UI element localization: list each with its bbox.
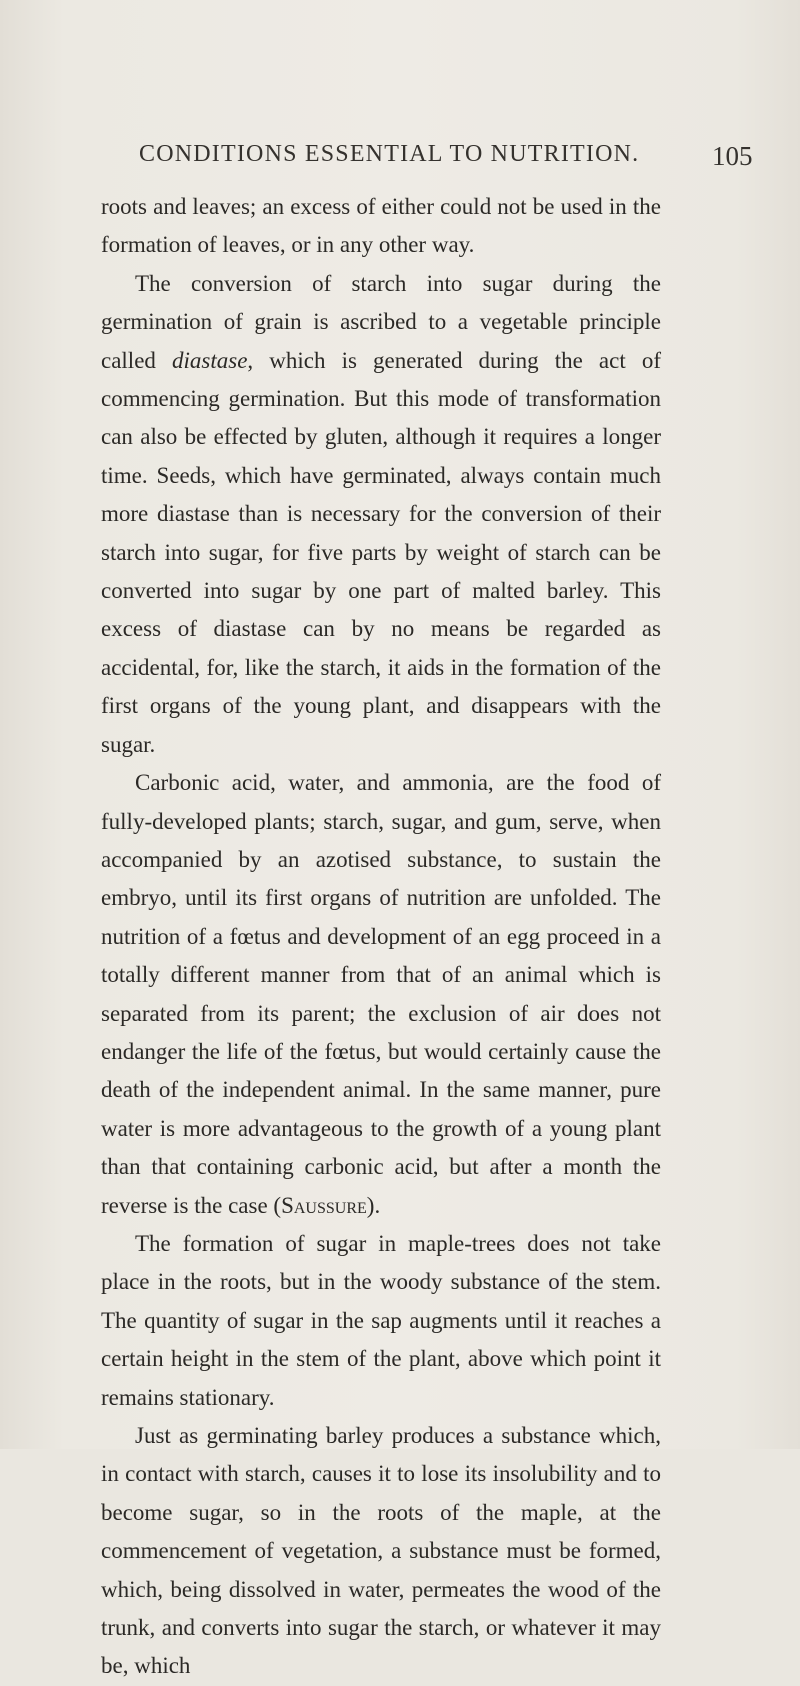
paragraph-1-text: roots and leaves; an excess of either could not be used in the formation of leaves, or in any other way. [101,194,661,258]
paragraph-4-text: The formation of sugar in maple-trees does not take place in the roots, but in the woody substance of the stem. The quantity of sugar in the sap augments until it reaches a certain height in the stem of the plant, above which point it remains stationary. [101,1230,661,1410]
paragraph-5-text: Just as germinating barley produces a substance which, in contact with starch, causes it to lose its insolubility and to become sugar, so in the roots of the maple, at the commencement of vegetation, a substance must be formed, which, being dissolved in water, permeates the wood of the trunk, and converts into sugar the starch, or whatever it may be, which [101,1423,661,1679]
paragraph-carbonic-acid [101,764,661,1225]
paragraph-2-text-before: The conversion of starch into sugar during the germination of grain is ascribed to a vegetable principle called [101,270,661,373]
term-diastase: diastase [172,347,248,373]
paragraph-3-text-after: ). [366,1192,381,1218]
citation-saussure: Saussure [281,1192,367,1218]
page-header [0,141,800,181]
paragraph-germinating-barley [101,1417,661,1686]
paragraph-2-text-after: , which is generated during the act of commencing germination. But this mode of transformation can also be effected by gluten, although it requires a longer time. Seeds, which have germinated, always contain much more diastase than is necessary for the conversion of their starch into sugar, for five parts by weight of starch can be converted into sugar by one part of malted barley. This excess of diastase can by no means be regarded as accidental, for, like the starch, it aids in the formation of the first organs of the young plant, and disappears with the sugar. [101,347,662,757]
page-number: 105 [712,141,753,171]
paragraph-3-text-before: Carbonic acid, water, and ammonia, are the food of fully-developed plants; starch, sugar, and gum, serve, when accompanied by an azotised substance, to sustain the embryo, until its first organs of nutrition are unfolded. The nutrition of a fœtus and development of an egg proceed in a totally different manner from that of an animal which is separated from its parent; the exclusion of air does not endanger the life of the fœtus, but would certainly cause the death of the independent animal. In the same manner, pure water is more advantageous to the growth of a young plant than that containing carbonic acid, but after a month the reverse is the case ( [101,770,661,1218]
paragraph-diastase [101,265,661,764]
paragraph-maple-sugar [101,1225,661,1417]
body-text [101,188,661,1686]
running-title: CONDITIONS ESSENTIAL TO NUTRITION. [139,141,640,167]
paragraph-continued [101,188,661,265]
